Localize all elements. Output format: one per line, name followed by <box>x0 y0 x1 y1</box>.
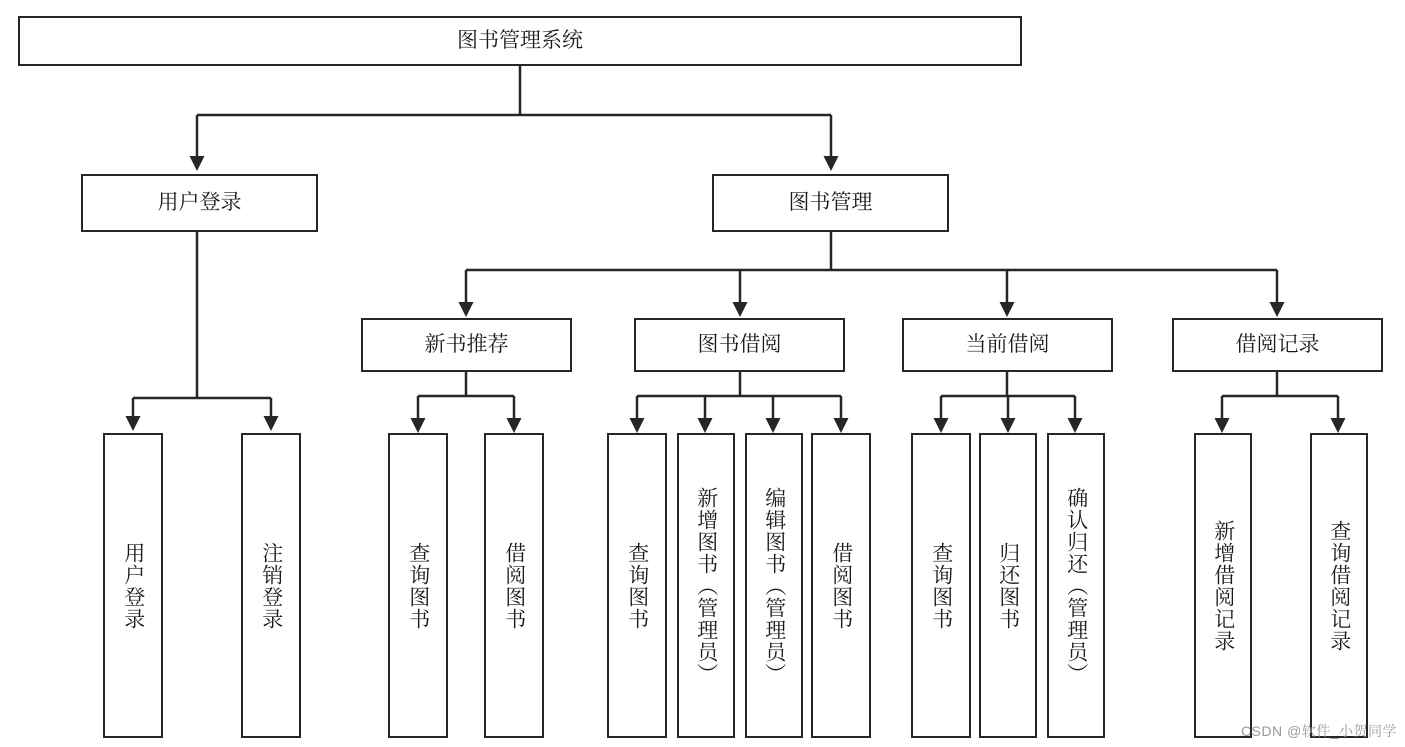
node-leaf-add-book-admin[interactable] <box>677 433 735 738</box>
node-label: 新书推荐 <box>424 333 509 357</box>
watermark-label: CSDN @软件_小贺同学 <box>1240 723 1397 739</box>
node-label: 借阅图书 <box>829 541 853 630</box>
node-label: 注销登录 <box>259 541 283 630</box>
node-leaf-query-book-2[interactable] <box>607 433 667 738</box>
node-leaf-confirm-return-admin[interactable] <box>1047 433 1105 738</box>
node-leaf-edit-book-admin[interactable] <box>745 433 803 738</box>
node-label: 借阅记录 <box>1235 333 1320 357</box>
node-leaf-user-logout[interactable] <box>241 433 301 738</box>
node-label: 查询图书 <box>625 541 649 630</box>
node-label: 查询图书 <box>406 541 430 630</box>
node-label: 确认归还（管理员） <box>1064 486 1088 685</box>
node-label: 新增借阅记录 <box>1211 519 1235 652</box>
node-leaf-return-book[interactable] <box>979 433 1037 738</box>
node-label: 借阅图书 <box>502 541 526 630</box>
node-label: 用户登录 <box>121 541 145 630</box>
node-label: 新增图书（管理员） <box>694 486 718 685</box>
node-leaf-add-borrow-record[interactable] <box>1194 433 1252 738</box>
node-borrowing-records[interactable] <box>1172 318 1383 372</box>
node-label: 当前借阅 <box>965 333 1050 357</box>
node-leaf-user-login[interactable] <box>103 433 163 738</box>
node-label: 用户登录 <box>157 191 242 215</box>
node-leaf-query-borrow-record[interactable] <box>1310 433 1368 738</box>
node-leaf-borrow-book-2[interactable] <box>811 433 871 738</box>
node-label: 归还图书 <box>996 541 1020 630</box>
node-leaf-query-book-3[interactable] <box>911 433 971 738</box>
node-current-borrowing[interactable] <box>902 318 1113 372</box>
node-label: 查询借阅记录 <box>1327 519 1351 652</box>
node-book-management[interactable] <box>712 174 949 232</box>
node-book-borrowing[interactable] <box>634 318 845 372</box>
node-label: 编辑图书（管理员） <box>762 486 786 685</box>
node-book-management-system[interactable] <box>18 16 1022 66</box>
node-label: 图书借阅 <box>697 333 782 357</box>
node-leaf-query-book-1[interactable] <box>388 433 448 738</box>
node-label: 图书管理系统 <box>457 29 583 53</box>
node-user-login[interactable] <box>81 174 318 232</box>
node-label: 查询图书 <box>929 541 953 630</box>
node-new-book-recommendation[interactable] <box>361 318 572 372</box>
node-leaf-borrow-book-1[interactable] <box>484 433 544 738</box>
node-label: 图书管理 <box>788 191 873 215</box>
